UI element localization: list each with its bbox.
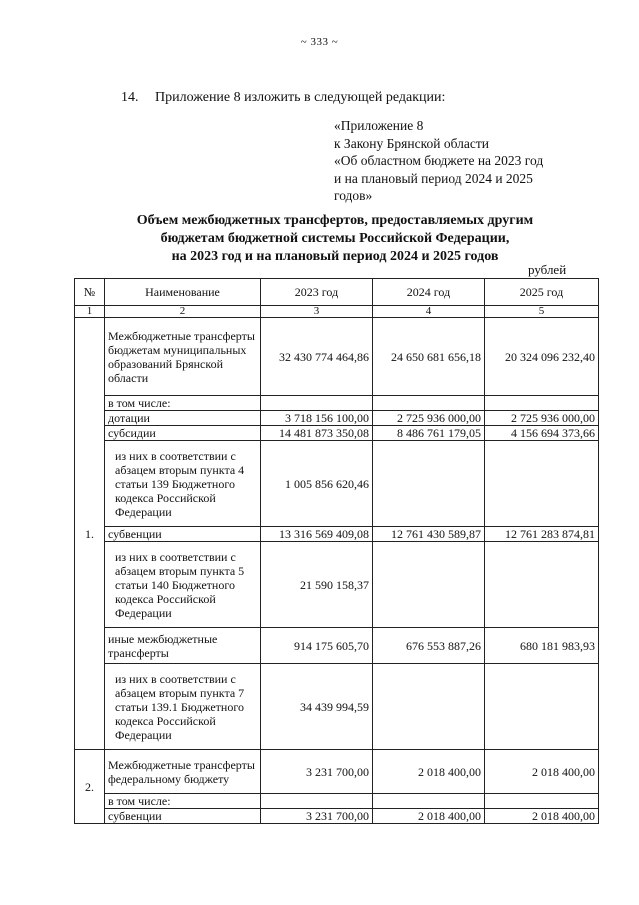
table-title-line: бюджетам бюджетной системы Российской Федерации,	[160, 231, 510, 246]
table-row	[75, 396, 599, 411]
value-2024: 8 486 761 179,05	[373, 426, 485, 441]
unit-label: рублей	[528, 262, 567, 277]
value-2025: 20 324 096 232,40	[485, 318, 599, 396]
page-number: ~ 333 ~	[300, 36, 339, 48]
appendix-line: годов»	[334, 188, 373, 203]
value-2025: 2 725 936 000,00	[485, 411, 599, 426]
item-number: 14.	[121, 90, 139, 105]
row-name: из них в соответствии с абзацем вторым пункта 7 статьи 139.1 Бюджетного кодекса Российской Федерации	[105, 664, 261, 750]
value-2024	[373, 441, 485, 527]
appendix-line: «Приложение 8	[334, 118, 424, 133]
row-name: Межбюджетные трансферты федеральному бюджету	[105, 750, 261, 794]
appendix-header	[334, 117, 594, 205]
value-2025	[485, 441, 599, 527]
appendix-line: «Об областном бюджете на 2023 год	[334, 153, 544, 168]
table-title-line: на 2023 год и на плановый период 2024 и 2025 годов	[171, 249, 499, 264]
value-2024: 2 018 400,00	[373, 809, 485, 824]
table-header-row	[75, 279, 599, 306]
value-2023: 1 005 856 620,46	[261, 441, 373, 527]
column-index: 5	[485, 306, 599, 318]
value-2023: 21 590 158,37	[261, 542, 373, 628]
value-2024: 24 650 681 656,18	[373, 318, 485, 396]
header-name: Наименование	[105, 279, 261, 306]
table-row	[75, 441, 599, 527]
value-2023	[261, 794, 373, 809]
value-2025: 2 018 400,00	[485, 750, 599, 794]
row-name: иные межбюджетные трансферты	[105, 628, 261, 664]
header-number: №	[75, 279, 105, 306]
table-row	[75, 628, 599, 664]
transfers-table	[74, 278, 599, 824]
value-2023: 3 718 156 100,00	[261, 411, 373, 426]
value-2023: 32 430 774 464,86	[261, 318, 373, 396]
column-index-row	[75, 306, 599, 318]
table-row	[75, 794, 599, 809]
value-2024: 2 018 400,00	[373, 750, 485, 794]
value-2024: 2 725 936 000,00	[373, 411, 485, 426]
header-2025: 2025 год	[485, 279, 599, 306]
table-row	[75, 664, 599, 750]
row-name: из них в соответствии с абзацем вторым пункта 5 статьи 140 Бюджетного кодекса Российской Федерации	[105, 542, 261, 628]
value-2024	[373, 542, 485, 628]
value-2025: 2 018 400,00	[485, 809, 599, 824]
header-2023: 2023 год	[261, 279, 373, 306]
value-2023: 3 231 700,00	[261, 750, 373, 794]
group-number: 1.	[75, 318, 105, 750]
value-2024	[373, 794, 485, 809]
value-2023	[261, 396, 373, 411]
row-name: дотации	[105, 411, 261, 426]
table-title-line: Объем межбюджетных трансфертов, предоставляемых другим	[136, 213, 534, 228]
table-row	[75, 809, 599, 824]
appendix-line: к Закону Брянской области	[334, 135, 489, 151]
table-row	[75, 750, 599, 794]
value-2023: 914 175 605,70	[261, 628, 373, 664]
table-row	[75, 318, 599, 396]
value-2025: 4 156 694 373,66	[485, 426, 599, 441]
value-2023: 3 231 700,00	[261, 809, 373, 824]
value-2025	[485, 396, 599, 411]
item-text: Приложение 8 изложить в следующей редакции:	[155, 90, 446, 105]
value-2023: 34 439 994,59	[261, 664, 373, 750]
value-2023: 13 316 569 409,08	[261, 527, 373, 542]
table-row	[75, 527, 599, 542]
value-2023: 14 481 873 350,08	[261, 426, 373, 441]
row-name: Межбюджетные трансферты бюджетам муниципальных образований Брянской области	[105, 318, 261, 396]
row-name: субсидии	[105, 426, 261, 441]
table-title	[60, 212, 610, 266]
value-2024	[373, 664, 485, 750]
table-row	[75, 426, 599, 441]
amendment-item	[121, 90, 445, 106]
row-name: субвенции	[105, 809, 261, 824]
value-2025	[485, 542, 599, 628]
value-2025: 12 761 283 874,81	[485, 527, 599, 542]
value-2025	[485, 794, 599, 809]
group-number: 2.	[75, 750, 105, 824]
value-2025: 680 181 983,93	[485, 628, 599, 664]
row-name: в том числе:	[105, 396, 261, 411]
value-2024	[373, 396, 485, 411]
column-index: 4	[373, 306, 485, 318]
row-name: субвенции	[105, 527, 261, 542]
table-row	[75, 411, 599, 426]
table-row	[75, 542, 599, 628]
column-index: 1	[75, 306, 105, 318]
appendix-line: и на плановый период 2024 и 2025	[334, 170, 533, 186]
column-index: 3	[261, 306, 373, 318]
value-2024: 12 761 430 589,87	[373, 527, 485, 542]
value-2025	[485, 664, 599, 750]
column-index: 2	[105, 306, 261, 318]
value-2024: 676 553 887,26	[373, 628, 485, 664]
row-name: в том числе:	[105, 794, 261, 809]
row-name: из них в соответствии с абзацем вторым пункта 4 статьи 139 Бюджетного кодекса Российской Федерации	[105, 441, 261, 527]
header-2024: 2024 год	[373, 279, 485, 306]
